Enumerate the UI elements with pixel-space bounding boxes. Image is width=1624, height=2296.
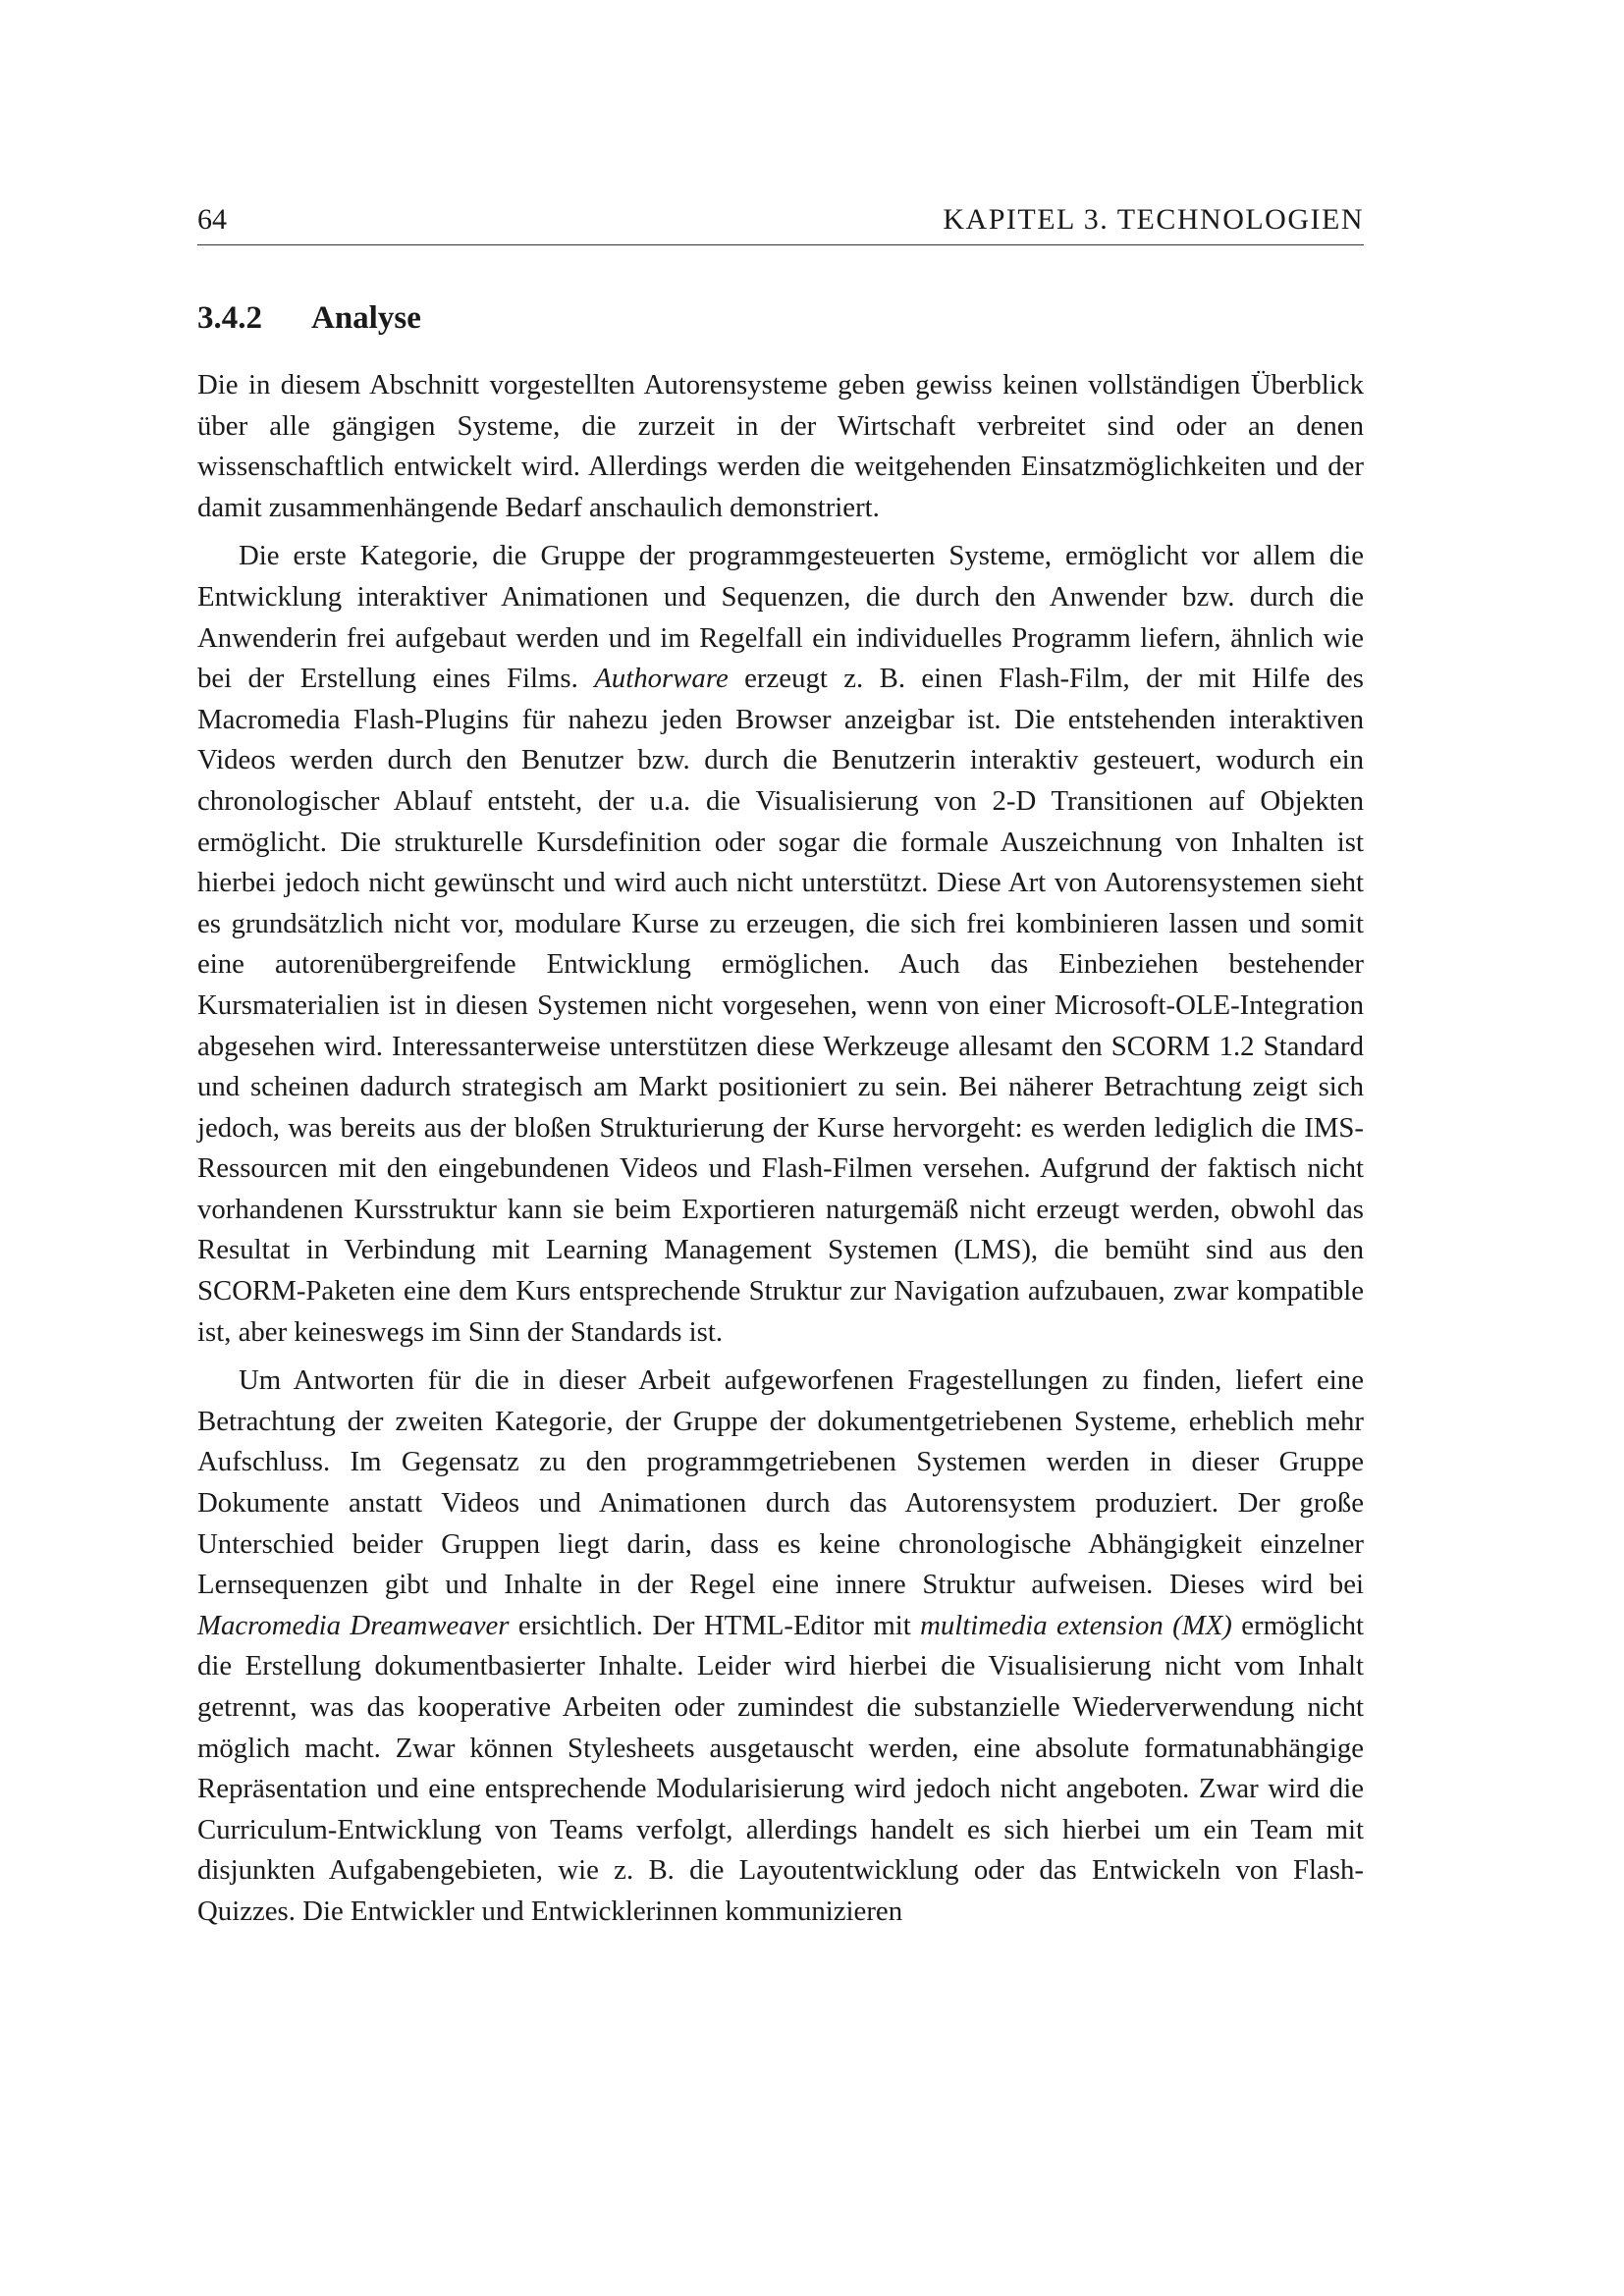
page-number: 64 [197, 203, 227, 236]
running-header [197, 201, 1364, 245]
term-authorware: Authorware [594, 663, 729, 695]
section-heading [197, 296, 1364, 340]
document-page [197, 201, 1364, 1933]
section-number: 3.4.2 [197, 300, 262, 336]
body-text [197, 365, 1364, 1933]
paragraph-1: Die in diesem Abschnitt vorgestellten Autorensysteme geben gewiss keinen vollständigen Überblick über alle gängigen Systeme, die zurzeit in der Wirtschaft verbreitet sind oder an denen wissenschaftlich entwickelt wird. Allerdings werden die weitgehenden Einsatzmöglichkeiten und der damit zusammenhängende Bedarf anschaulich demonstriert. [197, 369, 1364, 523]
paragraph-2-part-a: Die erste Kategorie, die Gruppe der programmgesteuerten Systeme, ermöglicht vor allem die Entwicklung interaktiver Animationen und Sequenzen, die durch den Anwender bzw. durch die Anwenderin frei aufgebaut werden und im Regelfall ein individuelles Programm liefern, ähnlich wie bei der Erstellung eines Films. [197, 540, 1364, 695]
paragraph-3-part-b: ersichtlich. Der HTML-Editor mit [509, 1609, 921, 1641]
paragraph-3 [197, 1361, 1364, 1932]
term-mx: multimedia extension (MX) [920, 1609, 1232, 1641]
term-dreamweaver: Macromedia Dreamweaver [197, 1609, 510, 1641]
paragraph-2-part-b: erzeugt z. B. einen Flash-Film, der mit Hilfe des Macromedia Flash-Plugins für nahezu jeden Browser anzeigbar ist. Die entstehenden interaktiven Videos werden durch den Benutzer bzw. durch die Benutzerin interaktiv gesteuert, wodurch ein chronologischer Ablauf entsteht, der u.a. die Visualisierung von 2-D Transitionen auf Objekten ermöglicht. Die strukturelle Kursdefinition oder sogar die formale Auszeichnung von Inhalten ist hierbei jedoch nicht gewünscht und wird auch nicht unterstützt. Diese Art von Autorensystemen sieht es grundsätzlich nicht vor, modulare Kurse zu erzeugen, die sich frei kombinieren lassen und somit eine autorenübergreifende Entwicklung ermöglichen. Auch das Einbeziehen bestehender Kursmaterialien ist in diesen Systemen nicht vorgesehen, wenn von einer Microsoft-OLE-Integration abgesehen wird. Interessanterweise unterstützen diese Werkzeuge allesamt den SCORM 1.2 Standard und scheinen dadurch strategisch am Markt positioniert zu sein. Bei näherer Betrachtung zeigt sich jedoch, was bereits aus der bloßen Strukturierung der Kurse hervorgeht: es werden lediglich die IMS-Ressourcen mit den eingebundenen Videos und Flash-Filmen versehen. Aufgrund der faktisch nicht vorhandenen Kursstruktur kann sie beim Exportieren naturgemäß nicht erzeugt werden, obwohl das Resultat in Verbindung mit Learning Management Systemen (LMS), die bemüht sind aus den SCORM-Paketen eine dem Kurs entsprechende Struktur zur Navigation aufzubauen, zwar kompatible ist, aber keineswegs im Sinn der Standards ist. [197, 663, 1364, 1348]
section-title: Analyse [311, 300, 421, 336]
paragraph-3-part-a: Um Antworten für die in dieser Arbeit aufgeworfenen Fragestellungen zu finden, liefert eine Betrachtung der zweiten Kategorie, der Gruppe der dokumentgetriebenen Systeme, erheblich mehr Aufschluss. Im Gegensatz zu den programmgetriebenen Systemen werden in dieser Gruppe Dokumente anstatt Videos und Animationen durch das Autorensystem produziert. Der große Unterschied beider Gruppen liegt darin, dass es keine chronologische Abhängigkeit einzelner Lernsequenzen gibt und Inhalte in der Regel eine innere Struktur aufweisen. Dieses wird bei [197, 1364, 1364, 1601]
paragraph-3-part-c: ermöglicht die Erstellung dokumentbasierter Inhalte. Leider wird hierbei die Visualisierung nicht vom Inhalt getrennt, was das kooperative Arbeiten oder zumindest die substanzielle Wiederverwendung nicht möglich macht. Zwar können Stylesheets ausgetauscht werden, eine absolute formatunabhängige Repräsentation und eine entsprechende Modularisierung wird jedoch nicht angeboten. Zwar wird die Curriculum-Entwicklung von Teams verfolgt, allerdings handelt es sich hierbei um ein Team mit disjunkten Aufgabengebieten, wie z. B. die Layoutentwicklung oder das Entwickeln von Flash-Quizzes. Die Entwickler und Entwicklerinnen kommunizieren [197, 1609, 1364, 1927]
chapter-title: KAPITEL 3. TECHNOLOGIEN [943, 203, 1364, 236]
paragraph-2 [197, 536, 1364, 1353]
